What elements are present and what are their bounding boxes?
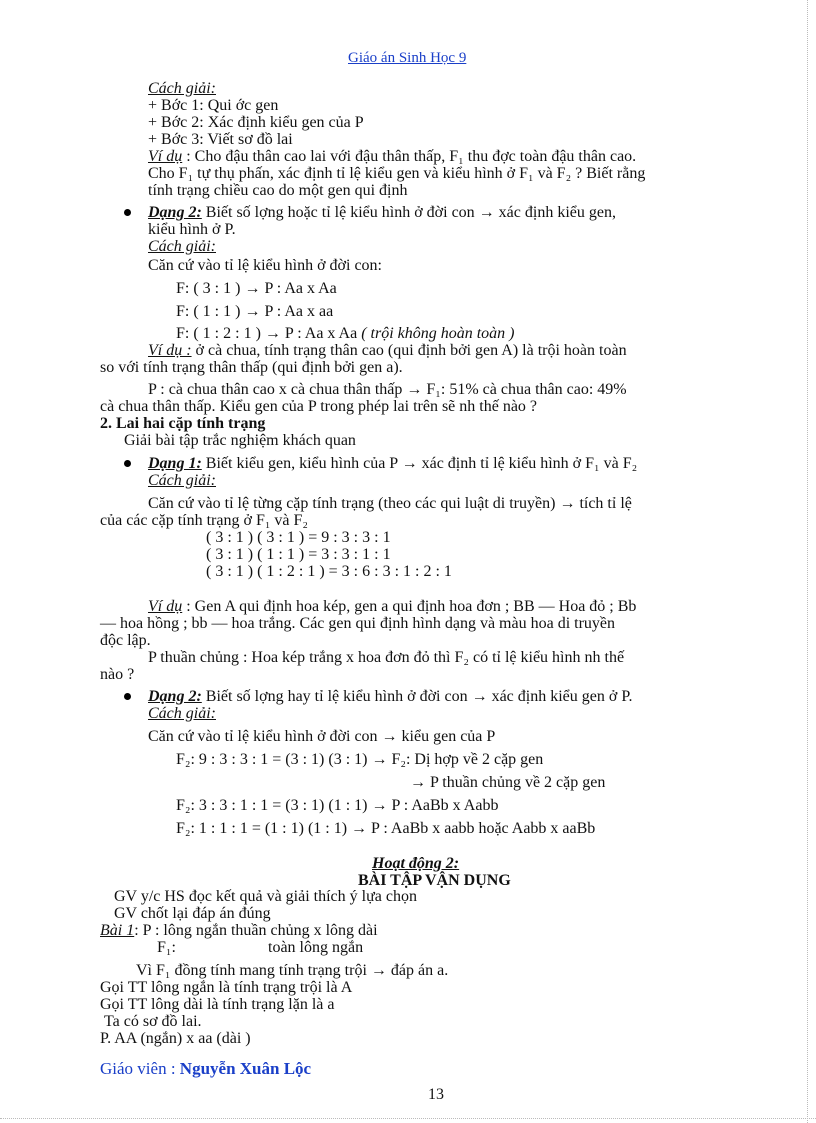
- example-text: : Cho đậu thân cao lai với đậu thân thấp, F₁ thu đợc toàn đậu thân cao.: [182, 148, 637, 165]
- bullet-icon: [124, 209, 131, 216]
- paragraph-line: tính trạng chiều cao do một gen qui định: [148, 182, 408, 199]
- paragraph-line: Cho F₁ tự thụ phấn, xác định tỉ lệ kiểu gen và kiểu hình ở F₁ và F₂ ? Biết rằng: [148, 165, 646, 182]
- formula-line: ( 3 : 1 ) ( 1 : 2 : 1 ) = 3 : 6 : 3 : 1 : 2 : 1: [206, 563, 452, 580]
- paragraph-line: P thuần chủng : Hoa kép trắng x hoa đơn đỏ thì F₂ có tỉ lệ kiểu hình nh thế: [148, 649, 625, 666]
- paragraph-line: Gọi TT lông ngắn là tính trạng trội là A: [100, 979, 353, 996]
- exercise-label: Bài 1: [100, 922, 135, 939]
- type-label: Dạng 2:: [148, 688, 202, 705]
- type-heading-line: [148, 204, 616, 221]
- paragraph-line: Căn cứ vào tỉ lệ kiểu hình ở đời con:: [148, 257, 382, 274]
- type-heading-line: [148, 688, 632, 705]
- step-2: + Bớc 2: Xác định kiểu gen của P: [148, 114, 364, 131]
- exercise-line: [100, 922, 378, 939]
- exercise-text: : P : lông ngắn thuần chủng x lông dài: [134, 922, 378, 939]
- method-heading: Cách giải:: [148, 80, 216, 97]
- paragraph-line: nào ?: [100, 666, 135, 683]
- formula-line: [176, 325, 515, 342]
- paragraph-line: P : cà chua thân cao x cà chua thân thấp → F₁: 51% cà chua thân cao: 49%: [148, 381, 627, 398]
- type-label: Dạng 1:: [148, 455, 202, 472]
- formula-line: ( 3 : 1 ) ( 1 : 1 ) = 3 : 3 : 1 : 1: [206, 546, 391, 563]
- formula-text: F: ( 1 : 2 : 1 ) → P : Aa x Aa: [176, 325, 358, 342]
- method-heading: Cách giải:: [148, 472, 216, 489]
- step-3: + Bớc 3: Viết sơ đồ lai: [148, 131, 293, 148]
- formula-line: F: ( 3 : 1 ) → P : Aa x Aa: [176, 280, 337, 297]
- paragraph-line: Căn cứ vào tỉ lệ kiểu hình ở đời con → kiểu gen của P: [148, 728, 496, 745]
- example-line: [148, 148, 636, 165]
- paragraph-line: kiểu hình ở P.: [148, 221, 236, 238]
- example-label: Ví dụ: [148, 598, 183, 615]
- paragraph-line: GV chốt lại đáp án đúng: [114, 905, 271, 922]
- teacher-line: [100, 1060, 311, 1077]
- example-line: [148, 598, 636, 615]
- page-number: 13: [428, 1086, 444, 1103]
- method-heading: Cách giải:: [148, 705, 216, 722]
- paragraph-line: P. AA (ngắn) x aa (dài ): [100, 1030, 251, 1047]
- paragraph-line: Giải bài tập trắc nghiệm khách quan: [124, 432, 356, 449]
- formula-line: F₂: 1 : 1 : 1 = (1 : 1) (1 : 1) → P : AaBb x aabb hoặc Aabb x aaBb: [176, 820, 596, 837]
- formula-line: → P thuần chủng về 2 cặp gen: [410, 774, 606, 791]
- page-border-right: [807, 0, 808, 1123]
- type-text: Biết số lợng hay tỉ lệ kiểu hình ở đời con → xác định kiểu gen ở P.: [201, 688, 633, 705]
- example-text: ở cà chua, tính trạng thân cao (qui định bởi gen A) là trội hoàn toàn: [191, 342, 627, 359]
- example-line: [148, 342, 627, 359]
- formula-note: ( trội không hoàn toàn ): [357, 325, 515, 342]
- paragraph-line: — hoa hồng ; bb — hoa trắng. Các gen qui định hình dạng và màu hoa di truyền: [100, 615, 616, 632]
- type-heading-line: [148, 455, 637, 472]
- activity-heading: Hoạt động 2:: [372, 855, 460, 872]
- teacher-name: Nguyễn Xuân Lộc: [179, 1059, 312, 1078]
- f1-label: F₁:: [157, 939, 176, 956]
- bullet-icon: [124, 693, 131, 700]
- type-text: Biết số lợng hoặc tỉ lệ kiểu hình ở đời con → xác định kiểu gen,: [201, 204, 616, 221]
- page-border-bottom: [0, 1118, 816, 1119]
- paragraph-line: cà chua thân thấp. Kiểu gen của P trong phép lai trên sẽ nh thế nào ?: [100, 398, 538, 415]
- formula-line: F: ( 1 : 1 ) → P : Aa x aa: [176, 303, 334, 320]
- f1-value: toàn lông ngắn: [268, 939, 364, 956]
- paragraph-line: so với tính trạng thân thấp (qui định bởi gen a).: [100, 359, 403, 376]
- step-1: + Bớc 1: Qui ớc gen: [148, 97, 279, 114]
- teacher-label: Giáo viên :: [100, 1059, 180, 1078]
- paragraph-line: Vì F₁ đồng tính mang tính trạng trội → đáp án a.: [136, 962, 449, 979]
- type-label: Dạng 2:: [148, 204, 202, 221]
- paragraph-line: Gọi TT lông dài là tính trạng lặn là a: [100, 996, 335, 1013]
- type-text: Biết kiểu gen, kiểu hình của P → xác định tỉ lệ kiểu hình ở F₁ và F₂: [201, 455, 638, 472]
- method-heading: Cách giải:: [148, 238, 216, 255]
- paragraph-line: Ta có sơ đồ lai.: [104, 1013, 202, 1030]
- page-header-title: Giáo án Sinh Học 9: [348, 50, 467, 66]
- example-label: Ví dụ: [148, 148, 183, 165]
- exercise-heading: BÀI TẬP VẬN DỤNG: [358, 872, 511, 889]
- example-label: Ví dụ :: [148, 342, 192, 359]
- paragraph-line: Căn cứ vào tỉ lệ từng cặp tính trạng (theo các qui luật di truyền) → tích tỉ lệ: [148, 495, 632, 512]
- paragraph-line: độc lập.: [100, 632, 151, 649]
- paragraph-line: của các cặp tính trạng ở F₁ và F₂: [100, 512, 308, 529]
- example-text: : Gen A qui định hoa kép, gen a qui định hoa đơn ; BB — Hoa đỏ ; Bb: [182, 598, 637, 615]
- formula-line: ( 3 : 1 ) ( 3 : 1 ) = 9 : 3 : 3 : 1: [206, 529, 391, 546]
- paragraph-line: GV y/c HS đọc kết quả và giải thích ý lựa chọn: [114, 888, 417, 905]
- formula-line: F₂: 3 : 3 : 1 : 1 = (3 : 1) (1 : 1) → P : AaBb x Aabb: [176, 797, 499, 814]
- formula-line: F₂: 9 : 3 : 3 : 1 = (3 : 1) (3 : 1) → F₂: Dị hợp về 2 cặp gen: [176, 751, 544, 768]
- bullet-icon: [124, 460, 131, 467]
- section-heading: 2. Lai hai cặp tính trạng: [100, 415, 266, 432]
